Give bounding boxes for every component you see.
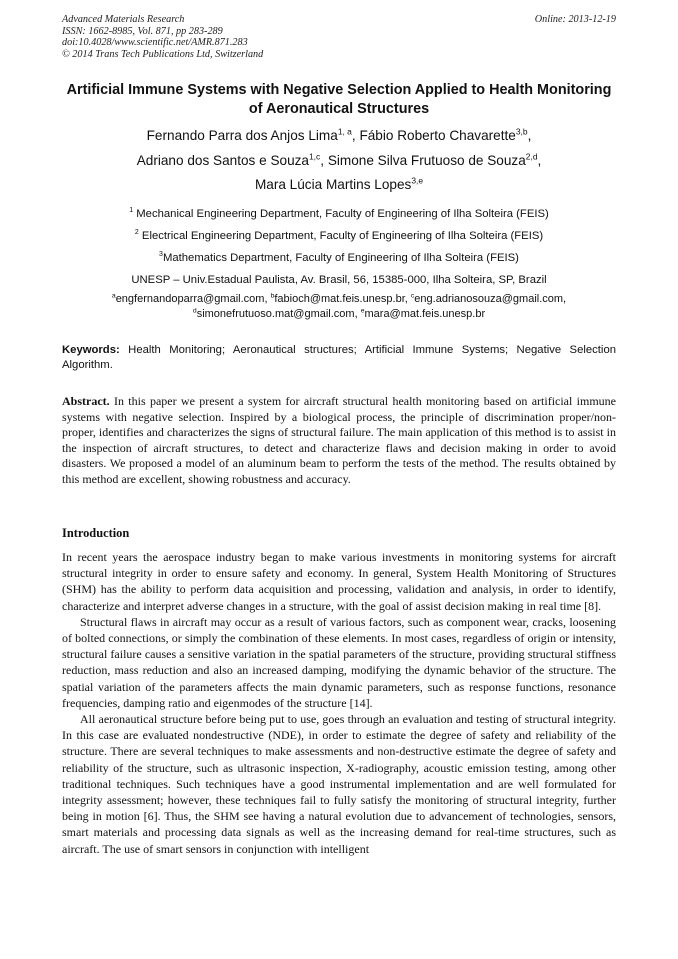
email: $^e$mara@mat.feis.unesp.br [360,307,486,320]
keywords-text: Health Monitoring; Aeronautical structures; Artificial Immune Systems; Negative Selection Algorithm. [62,344,617,371]
author: Fábio Roberto Chavarette$^{3,b}$, [359,126,532,143]
abstract-text: In this paper we present a system for aircraft structural health monitoring based on artificial immune systems with negative selection. Inspired by a biological process, the principle of discrimination proper/non-proper, identifies and characterizes the signs of structural failure. The main application of this method is to assist in the inspection of aircraft structures, to detect and characterize flaws and decision making in order to avoid disasters. We proposed a model of an aluminum beam to perform the tests of the method. The results obtained by this method are excellent, showing robustness and accuracy. [62,394,616,486]
journal-doi: doi:10.4028/www.scientific.net/AMR.871.283 [62,37,248,49]
paragraph: All aeronautical structure before being put to use, goes through an evaluation and testing of structural integrity. In this case are evaluated nondestructive (NDE), in order to estimate the degree of safety and reliability of the structure. There are several techniques to make assessments and non-destructive estimate the degree of safety and reliability of the structure, such as ultrasonic inspection, X-radiography, acoustic emission testing, among other traditional techniques. Such techniques have a good instrumental implementation and are well formulated for integrity assessment; however, these techniques fail to fully satisfy the monitoring of structural integrity, further being in motion [6]. Thus, the SHM see having a natural evolution due to advancement of technologies, sensors, smart materials and processing data signals as well as the increasing demand for real-time structures, such as aircraft. The use of smart sensors in conjunction with intelligent [62,712,616,856]
section-heading-introduction: Introduction [62,526,130,540]
journal-header [62,14,263,60]
journal-issn: ISSN: 1662-8985, Vol. 871, pp 283-289 [62,25,223,37]
author: Fernando Parra dos Anjos Lima$^{1, a}$, [146,126,360,143]
keywords [62,343,616,373]
affiliation: $^2$ Electrical Engineering Department, Faculty of Engineering of Ilha Solteira (FEIS) [134,229,544,242]
author-list [62,124,616,198]
keywords-label: Keywords: [62,344,120,356]
journal-copyright: © 2014 Trans Tech Publications Ltd, Switzerland [62,48,264,60]
paragraph: In recent years the aerospace industry began to make various investments in monitoring systems for aircraft structural integrity in order to ensure safety and economy. In general, System Health Monitoring of Structures (SHM) has the ability to perform data acquisition and processing, validation and analysis, in order to identify, characterize and interpret adverse changes in a structure, with the goal of assist decision making in real time [8]. [62,550,616,613]
paragraph: Structural flaws in aircraft may occur as a result of various factors, such as component wear, cracks, loosening of bolted connections, or simply the combination of these elements. In most cases, regardless of origin or intensity, structural failure causes a sensitive variation in the spatial parameters of the structure, providing structural stiffness reduction, mass reduction and also an increased damping, modifying the dynamic behavior of the structure. The spatial variation of the parameters affects the main dynamic parameters, such as response functions, resonance frequencies, damping ratio and eigenmodes of the structure [14]. [62,614,616,710]
email: $^d$simonefrutuoso.mat@gmail.com, [192,307,361,320]
introduction-body [62,549,616,857]
author: Adriano dos Santos e Souza$^{1,c}$, [136,150,328,168]
affiliation: $^1$ Mechanical Engineering Department, Faculty of Engineering of Ilha Solteira (FEIS) [129,207,549,220]
affiliation-address: UNESP – Univ.Estadual Paulista, Av. Brasil, 56, 15385-000, Ilha Solteira, SP, Brazil [131,274,547,286]
author: Simone Silva Frutuoso de Souza$^{2,d}$, [327,150,542,168]
email: $^c$eng.adrianosouza@gmail.com, [410,292,567,305]
email: $^b$fabioch@mat.feis.unesp.br, [270,292,411,305]
affiliation: $^3$Mathematics Department, Faculty of Engineering of Ilha Solteira (FEIS) [159,251,519,264]
email: $^a$engfernandoparra@gmail.com, [111,292,271,305]
online-date: Online: 2013-12-19 [534,14,616,25]
author: Mara Lúcia Martins Lopes$^{3,e}$ [254,175,424,192]
author-emails [62,292,616,322]
abstract [62,394,616,488]
abstract-label: Abstract. [62,394,110,408]
journal-name: Advanced Materials Research [62,14,185,25]
paper-title: Artificial Immune Systems with Negative Selection Applied to Health Monitoring of Aeronautical Structures [66,82,612,117]
